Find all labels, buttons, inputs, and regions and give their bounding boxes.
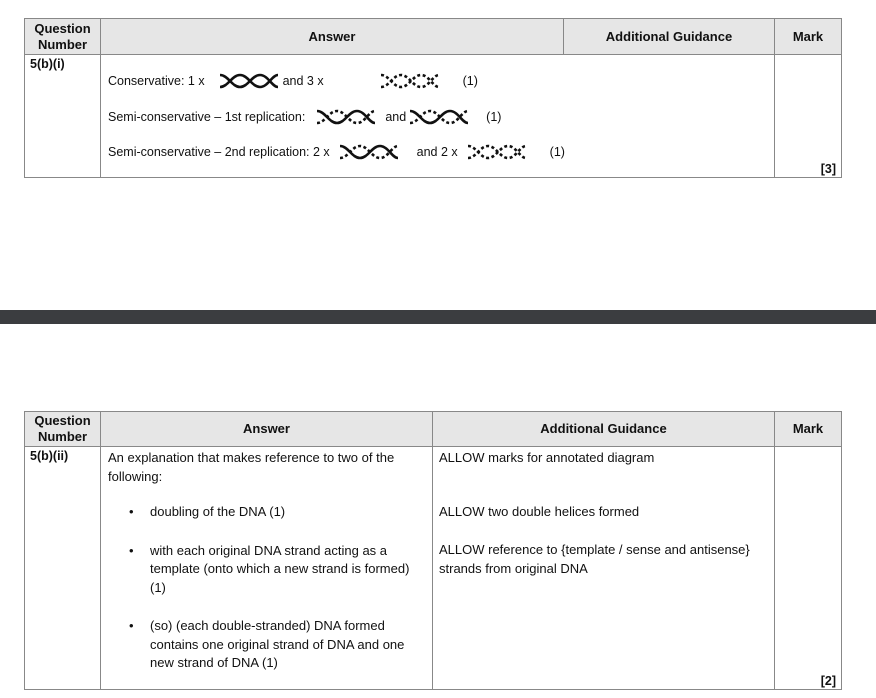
header-answer: Answer <box>101 412 433 447</box>
header-mark: Mark <box>775 412 842 447</box>
answer-point: • (so) (each double-stranded) DNA formed contains one original strand of DNA and one new strand of DNA (1) <box>108 617 426 673</box>
mark-total: [3] <box>820 162 836 176</box>
row-mark: (1) <box>549 145 565 159</box>
mark-scheme-table-5bi <box>24 18 842 178</box>
guidance-line: ALLOW two double helices formed <box>439 503 640 519</box>
dna-helix-hybrid-icon <box>338 143 400 161</box>
question-number: 5(b)(ii) <box>25 447 101 690</box>
dna-helix-new-icon <box>466 143 528 161</box>
dna-helix-hybrid-icon <box>408 108 470 126</box>
dna-helix-hybrid-icon <box>315 108 377 126</box>
answer-point: • with each original DNA strand acting as a template (onto which a new strand is formed) (1) <box>108 542 426 598</box>
answer-row-semi-first <box>108 108 501 126</box>
question-number: 5(b)(i) <box>25 55 101 178</box>
guidance-line: ALLOW reference to {template / sense and antisense} strands from original DNA <box>439 542 750 576</box>
guidance-cell <box>433 447 775 690</box>
dna-helix-new-icon <box>379 72 441 90</box>
answer-cell <box>101 447 433 690</box>
row-prefix: Semi-conservative – 1st replication: <box>108 110 306 124</box>
mark-cell <box>775 447 842 690</box>
header-additional-guidance: Additional Guidance <box>433 412 775 447</box>
dna-helix-parental-icon <box>218 72 280 90</box>
row-mark: (1) <box>462 74 478 88</box>
header-question-number: Question Number <box>25 412 101 447</box>
row-mark: (1) <box>486 110 502 124</box>
header-mark: Mark <box>775 19 842 55</box>
row-middle: and 3 x <box>282 74 324 88</box>
row-middle: and <box>385 110 407 124</box>
answer-point: • doubling of the DNA (1) <box>108 503 426 522</box>
page-divider <box>0 310 876 324</box>
header-question-number: Question Number <box>25 19 101 55</box>
mark-total: [2] <box>820 674 836 688</box>
answer-intro: An explanation that makes reference to two of the following: <box>108 450 395 484</box>
row-middle: and 2 x <box>416 145 458 159</box>
guidance-line: ALLOW marks for annotated diagram <box>439 450 655 465</box>
answer-cell <box>101 55 775 178</box>
answer-row-semi-second <box>108 143 565 161</box>
row-prefix: Conservative: 1 x <box>108 74 205 88</box>
mark-cell <box>775 55 842 178</box>
answer-points <box>108 503 426 673</box>
row-prefix: Semi-conservative – 2nd replication: 2 x <box>108 145 330 159</box>
header-answer: Answer <box>101 19 564 55</box>
answer-row-conservative <box>108 72 478 90</box>
header-additional-guidance: Additional Guidance <box>564 19 775 55</box>
mark-scheme-table-5bii <box>24 411 842 690</box>
